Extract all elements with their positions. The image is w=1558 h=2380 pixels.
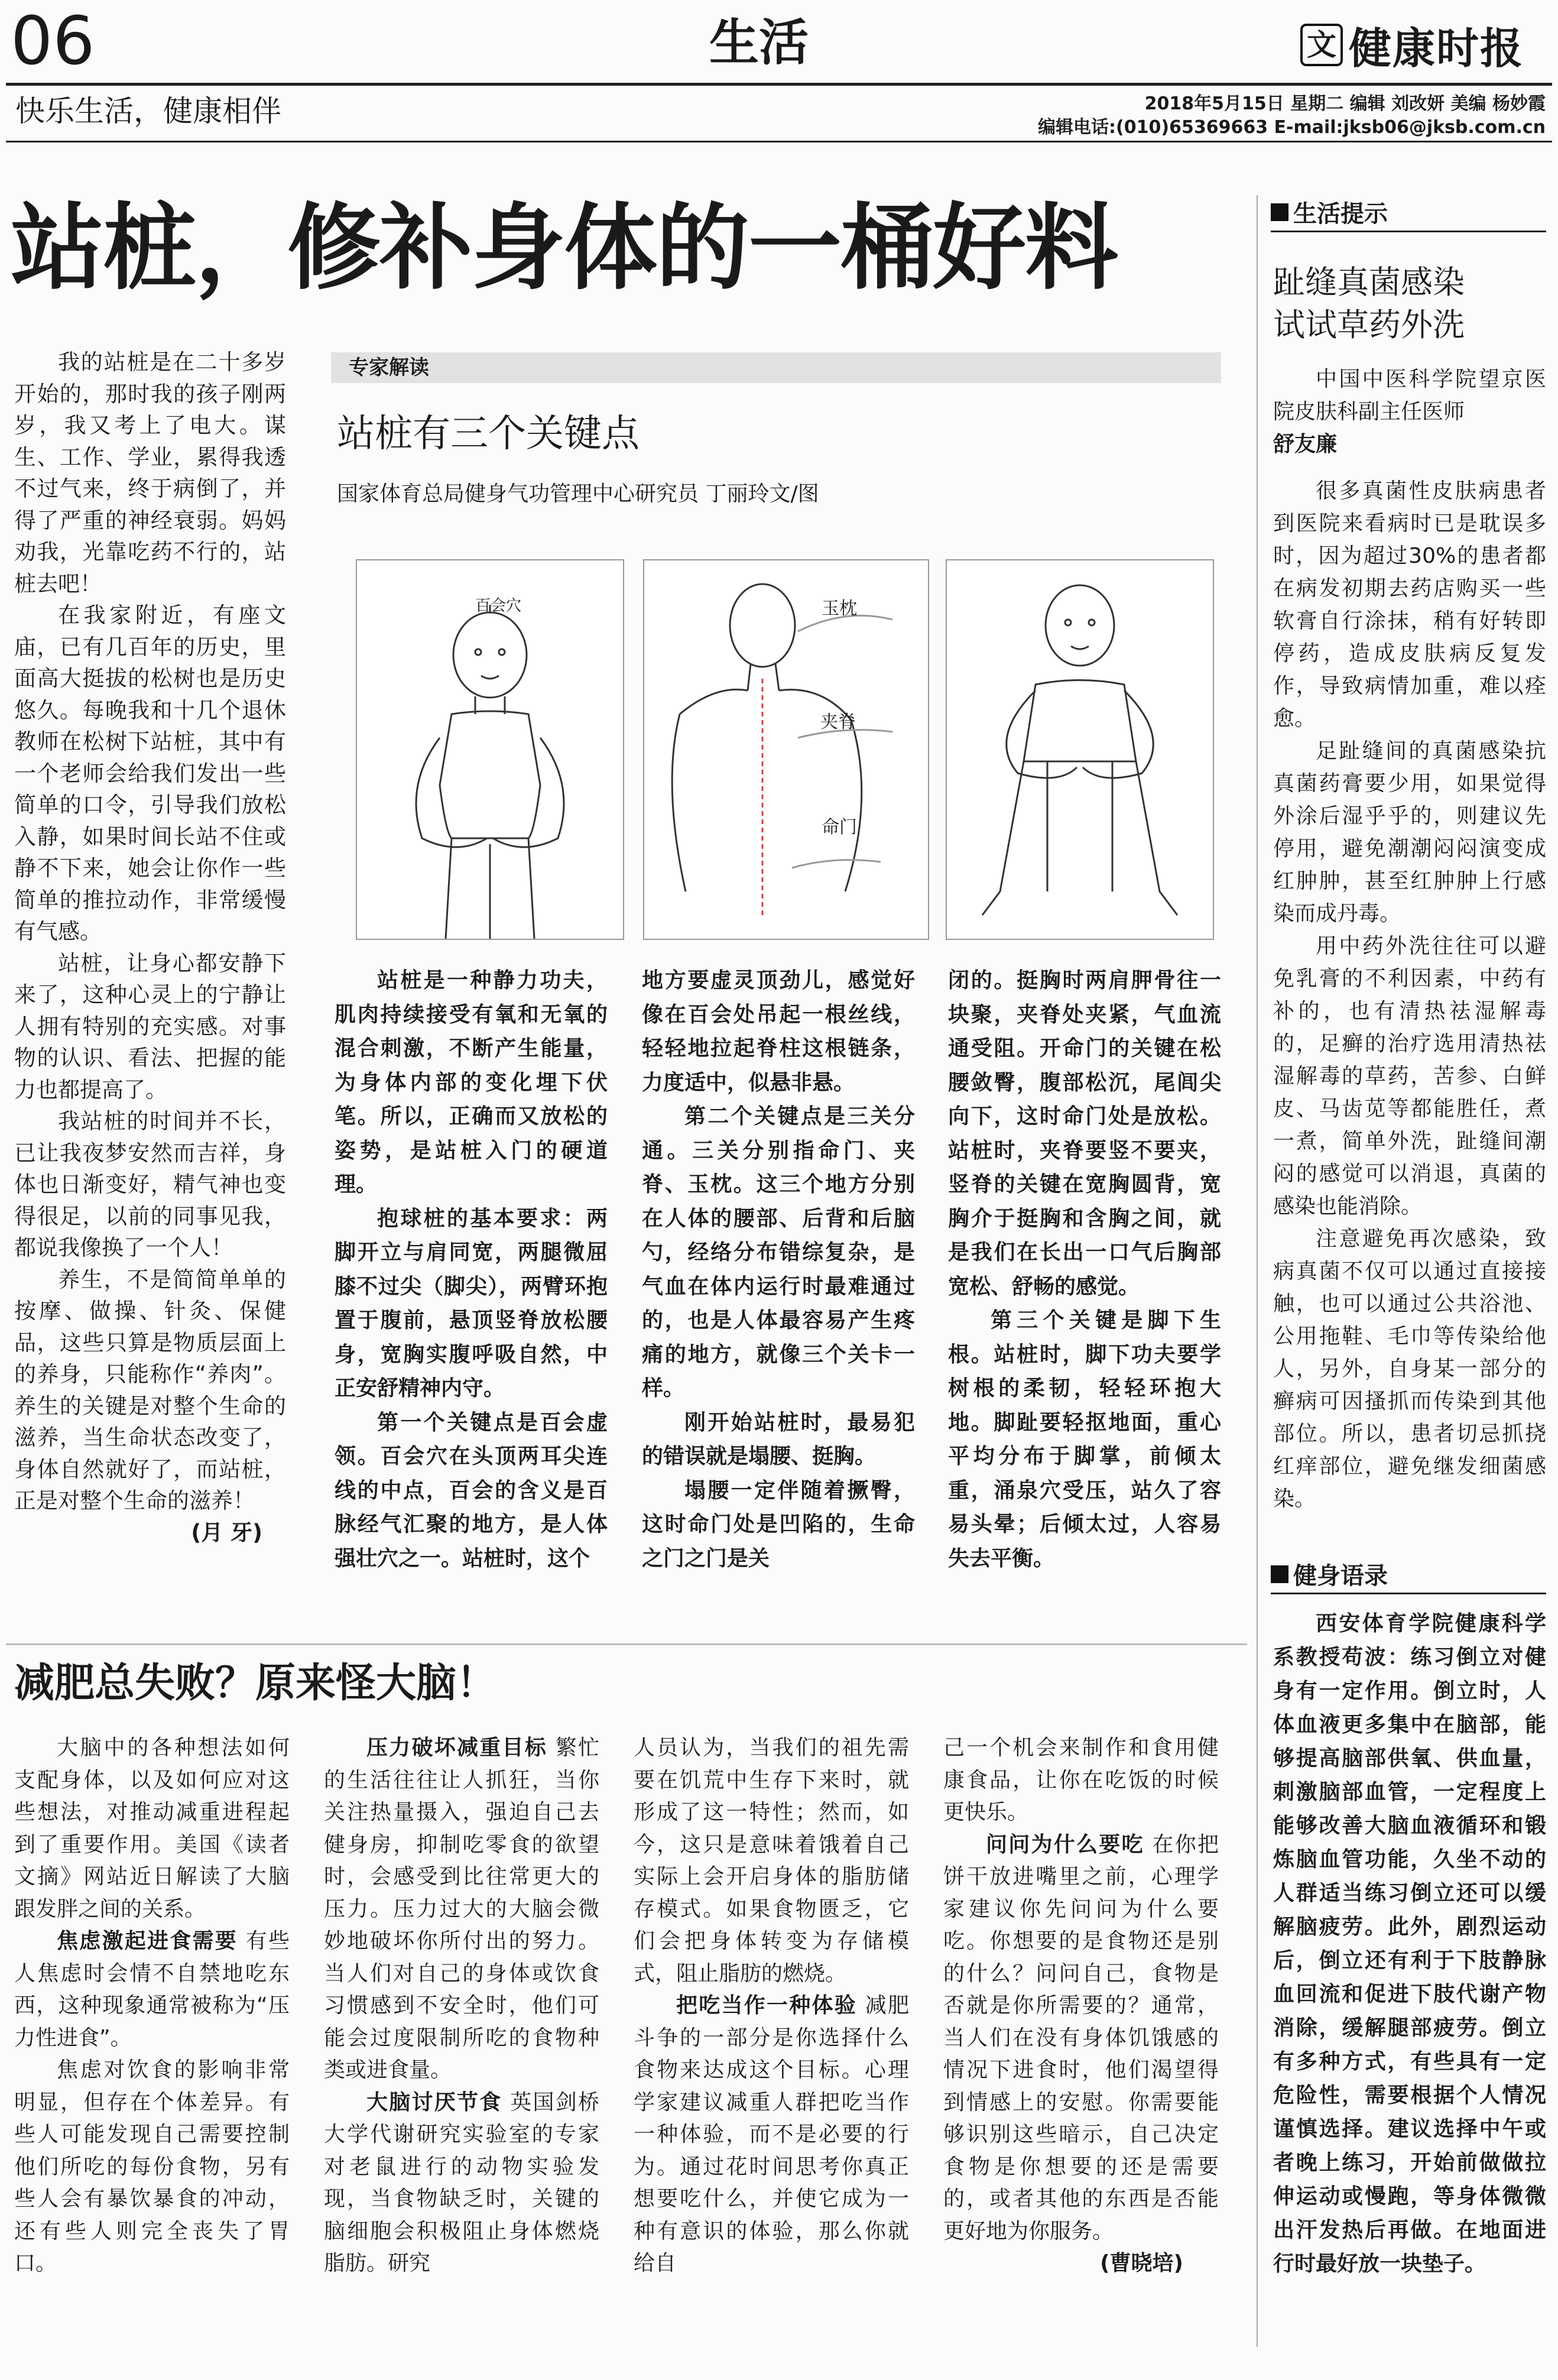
contact-line: 编辑电话:(010)65369663 E-mail:jksb06@jksb.com.cn [1038, 117, 1546, 138]
bottom-paragraph: 问问为什么要吃 在你把饼干放进嘴里之前，心理学家建议你先问问为什么要吃。你想要的是食物还是别的什么？问问自己，食物是否就是你所需要的？通常，当人们在没有身体饥饿感的情况下进食时，他们渴望得到情感上的安慰。你需要能够识别这些暗示，自己决定食物是你想要的还是需要的，或者其他的东西是否能更好地为你服务。 [943, 1832, 1219, 2243]
label-baihui: 百会穴 [475, 597, 522, 615]
narrative-paragraph: 我站桩的时间并不长，已让我夜梦安然而吉祥，身体也日渐变好，精气神也变得很足，以前的同事见我，都说我像换了一个人！ [14, 1108, 286, 1260]
sidebar-fitness-lead: 西安体育学院健康科学系教授苟波： [1273, 1611, 1546, 1669]
bottom-column-1 [14, 1732, 290, 2280]
figure-side-svg [947, 560, 1213, 939]
bottom-column-2 [324, 1732, 599, 2280]
run-in-lead: 第三个关键是脚下生根。 [948, 1308, 1221, 1367]
figure-front-posture [356, 559, 624, 940]
sidebar-divider [1257, 195, 1258, 2347]
header-rule-top [6, 83, 1552, 86]
bottom-paragraph: 压力破坏减重目标 繁忙的生活往往让人抓狂，当你关注热量摄入，强迫自己去健身房，抑制吃零食的欲望时，会感受到比往常更大的压力。压力过大的大脑会微妙地破坏你所付出的努力。当人们对自己的身体或饮食习惯感到不安全时，他们可能会过度限制所吃的食物种类或进食量。 [324, 1736, 599, 2082]
bottom-paragraph: 焦虑激起进食需要 有些人焦虑时会情不自禁地吃东西，这种现象通常被称为“压力性进食”。 [14, 1929, 290, 2050]
expert-column-2 [642, 964, 915, 1575]
slogan: 快乐生活，健康相伴 [15, 94, 281, 128]
bottom-headline: 减肥总失败？原来怪大脑！ [14, 1660, 497, 1707]
sidebar-fitness-label-text: 健身语录 [1293, 1562, 1388, 1590]
section-title: 生活 [709, 13, 809, 72]
main-headline: 站桩，修补身体的一桶好料 [11, 193, 1117, 303]
expert-paragraph: 地方要虚灵顶劲儿，感觉好像在百会处吊起一根丝线，轻轻地拉起脊柱这根链条，力度适中，似悬非悬。 [642, 968, 915, 1095]
figure-side-posture [946, 559, 1214, 940]
run-in-lead: 把吃当作一种体验 [676, 1993, 858, 2018]
square-icon [1271, 203, 1288, 221]
bottom-paragraph: 己一个机会来制作和食用健康食品，让你在吃饭的时候更快乐。 [943, 1736, 1219, 1824]
expert-paragraph: 第一个关键点是百会虚领。百会穴在头顶两耳尖连线的中点，百会的含义是百脉经气汇聚的地方，是人体强壮穴之一。站桩时，这个 [335, 1410, 608, 1571]
sidebar-tip-label [1271, 195, 1546, 232]
sidebar-tip-paragraph: 用中药外洗往往可以避免乳膏的不利因素，中药有补的，也有清热祛湿解毒的，足癣的治疗选用清热祛湿解毒的草药，苦参、白鲜皮、马齿苋等都能胜任，煮一煮，简单外洗，趾缝间潮闷的感觉可以消退，真菌的感染也能消除。 [1273, 934, 1546, 1218]
bottom-paragraph: 大脑中的各种想法如何支配身体，以及如何应对这些想法，对推动减重进程起到了重要作用。美国《读者文摘》网站近日解读了大脑跟发胖之间的关系。 [14, 1736, 290, 1921]
run-in-lead: 焦虑激起进食需要 [57, 1929, 238, 1953]
run-in-lead: 压力破坏减重目标 [366, 1736, 548, 1760]
run-in-lead: 第二个关键点是三关分通。 [642, 1104, 915, 1163]
sidebar-tip-author-name: 舒友廉 [1273, 432, 1338, 456]
bottom-signature: (曹晓培) [1100, 2251, 1183, 2275]
narrative-paragraph: 站桩，让身心都安静下来了，这种心灵上的宁静让人拥有特别的充实感。对事物的认识、看法、把握的能力也都提高了。 [14, 950, 286, 1103]
expert-byline: 国家体育总局健身气功管理中心研究员 丁丽玲文/图 [337, 482, 819, 506]
square-icon [1271, 1565, 1288, 1583]
narrative-signature: (月 牙) [191, 1519, 262, 1545]
label-jiaji: 夹脊 [820, 712, 856, 732]
sidebar-fitness-paragraph [1273, 1607, 1546, 2281]
sidebar-fitness-label [1271, 1557, 1546, 1594]
label-yuzhen: 玉枕 [822, 598, 857, 619]
sidebar-tip-label-text: 生活提示 [1293, 200, 1388, 228]
bottom-article-rule [6, 1643, 1247, 1645]
page-number: 06 [11, 3, 95, 80]
sidebar-tip-author: 中国中医科学院望京医院皮肤科副主任医师 [1273, 367, 1546, 424]
bottom-column-4 [943, 1732, 1219, 2280]
figure-back-posture [643, 559, 929, 940]
expert-tag-bar [331, 352, 1221, 383]
sidebar-tip-paragraph: 很多真菌性皮肤病患者到医院来看病时已是耽误多时，因为超过30%的患者都在病发初期去药店购买一些软膏自行涂抹，稍有好转即停药，造成皮肤病反复发作，导致病情加重，难以痊愈。 [1273, 479, 1546, 731]
run-in-lead: 问问为什么要吃 [986, 1832, 1144, 1857]
sidebar-fitness-text: 练习倒立对健身有一定作用。倒立时，人体血液更多集中在脑部，能够提高脑部供氧、供血量，刺激脑部血管，一定程度上能够改善大脑血液循环和锻炼脑血管功能，久坐不动的人群适当练习倒立还可以缓解脑疲劳。此外，剧烈运动后，倒立还有利于下肢静脉血回流和促进下肢代谢产物消除，缓解腿部疲劳。倒立有多种方式，有些具有一定危险性，需要根据个人情况谨慎选择。建议选择中午或者晚上练习，开始前做做拉伸运动或慢跑，等身体微微出汗发热后再做。在地面进行时最好放一块垫子。 [1273, 1645, 1546, 2276]
expert-paragraph: 站桩是一种静力功夫，肌肉持续接受有氧和无氧的混合刺激，不断产生能量，为身体内部的变化埋下伏笔。所以，正确而又放松的姿势，是站桩入门的硬道理。 [335, 968, 608, 1197]
paper-name: 健康时报 [1349, 23, 1524, 73]
narrative-paragraph: 养生，不是简简单单的按摩、做操、针灸、保健品，这些只算是物质层面上的养身，只能称作“养肉”。养生的关键是对整个生命的滋养，当生命状态改变了，身体自然就好了，而站桩，正是对整个生命的滋养！ [14, 1266, 286, 1513]
narrative-column [14, 346, 286, 1548]
date-line: 2018年5月15日 星期二 编辑 刘改妍 美编 杨妙霞 [1144, 93, 1546, 114]
expert-paragraph: 抱球桩的基本要求：两脚开立与肩同宽，两腿微屈膝不过尖（脚尖），两臂环抱置于腹前，悬顶竖脊放松腰身，宽胸实腹呼吸自然，中正安舒精神内守。 [335, 1205, 608, 1400]
expert-subheadline: 站桩有三个关键点 [337, 412, 640, 456]
sidebar-fitness-body [1273, 1607, 1546, 2281]
paper-logo [1300, 17, 1524, 73]
figure-back-svg [644, 560, 928, 939]
expert-column-1 [335, 964, 608, 1575]
header-rule-bottom [6, 141, 1552, 142]
bottom-column-3 [634, 1732, 909, 2280]
paper-logo-mark: 文 [1300, 24, 1343, 66]
run-in-lead: 大脑讨厌节食 [366, 2090, 502, 2115]
sidebar-tip-paragraph: 注意避免再次感染，致病真菌不仅可以通过直接接触，也可以通过公共浴池、公用拖鞋、毛巾等传染给他人，另外，自身某一部分的癣病可因搔抓而传染到其他部位。所以，患者切忌抓挠红痒部位，避免继发细菌感染。 [1273, 1227, 1546, 1511]
bottom-paragraph: 大脑讨厌节食 英国剑桥大学代谢研究实验室的专家对老鼠进行的动物实验发现，当食物缺乏时，关键的脑细胞会积极阻止身体燃烧脂肪。研究 [324, 2090, 599, 2275]
narrative-paragraph: 在我家附近，有座文庙，已有几百年的历史，里面高大挺拔的松树也是历史悠久。每晚我和十几个退休教师在松树下站桩，其中有一个老师会给我们发出一些简单的口令，引导我们放松入静，如果时间长站不住或静不下来，她会让你作一些简单的推拉动作，非常缓慢有气感。 [14, 602, 286, 944]
expert-column-3 [948, 964, 1221, 1575]
expert-paragraph: 第二个关键点是三关分通。三关分别指命门、夹脊、玉枕。这三个地方分别在人体的腰部、后背和后脑勺，经络分布错综复杂，是气血在体内运行时最难通过的，也是人体最容易产生疼痛的地方，就像三个关卡一样。 [642, 1104, 915, 1400]
expert-paragraph: 第三个关键是脚下生根。站桩时，脚下功夫要学树根的柔韧，轻轻环抱大地。脚趾要轻抠地面，重心平均分布于脚掌，前倾太重，涌泉穴受压，站久了容易头晕；后倾太过，人容易失去平衡。 [948, 1308, 1221, 1571]
bottom-paragraph: 把吃当作一种体验 减肥斗争的一部分是你选择什么食物来达成这个目标。心理学家建议减重人群把吃当作一种体验，而不是必要的行为。通过花时间思考你真正想要吃什么，并使它成为一种有意识的体验，那么你就给自 [634, 1993, 909, 2275]
sidebar-tip-title-1: 趾缝真菌感染 [1273, 264, 1465, 301]
bottom-paragraph: 焦虑对饮食的影响非常明显，但存在个体差异。有些人可能发现自己需要控制他们所吃的每份食物，另有些人会有暴饮暴食的冲动，还有些人则完全丧失了胃口。 [14, 2058, 290, 2275]
sidebar-tip-body [1273, 363, 1546, 1515]
bottom-paragraph: 人员认为，当我们的祖先需要在饥荒中生存下来时，就形成了这一特性；然而，如今，这只是意味着饿着自己实际上会开启身体的脂肪储存模式。如果食物匮乏，它们会把身体转变为存储模式，阻止脂肪的燃烧。 [634, 1736, 909, 1986]
expert-tag: 专家解读 [349, 356, 429, 380]
expert-paragraph: 塌腰一定伴随着撅臀，这时命门处是凹陷的，生命之门之门是关 [642, 1477, 915, 1571]
sidebar-tip-paragraph: 足趾缝间的真菌感染抗真菌药膏要少用，如果觉得外涂后湿乎乎的，则建议先停用，避免潮潮闷闷演变成红肿肿，甚至红肿肿上行感染而成丹毒。 [1273, 739, 1546, 926]
expert-paragraph: 闭的。挺胸时两肩胛骨往一块聚，夹脊处夹紧，气血流通受阻。开命门的关键在松腰敛臀，腹部松沉，尾闾尖向下，这时命门处是放松。站桩时，夹脊要竖不要夹，竖脊的关键在宽胸圆背，宽胸介于挺胸和含胸之间，就是我们在长出一口气后胸部宽松、舒畅的感觉。 [948, 968, 1221, 1299]
narrative-paragraph: 我的站桩是在二十多岁开始的，那时我的孩子刚两岁，我又考上了电大。谋生、工作、学业，累得我透不过气来，终于病倒了，并得了严重的神经衰弱。妈妈劝我，光靠吃药不行的，站桩去吧！ [14, 349, 286, 596]
expert-paragraph: 刚开始站桩时，最易犯的错误就是塌腰、挺胸。 [642, 1409, 915, 1468]
figure-front-svg [357, 560, 623, 939]
label-mingmen: 命门 [822, 817, 857, 838]
sidebar-tip-title-2: 试试草药外洗 [1273, 306, 1465, 343]
run-in-lead: 第一个关键点是百会虚领。 [335, 1410, 608, 1468]
